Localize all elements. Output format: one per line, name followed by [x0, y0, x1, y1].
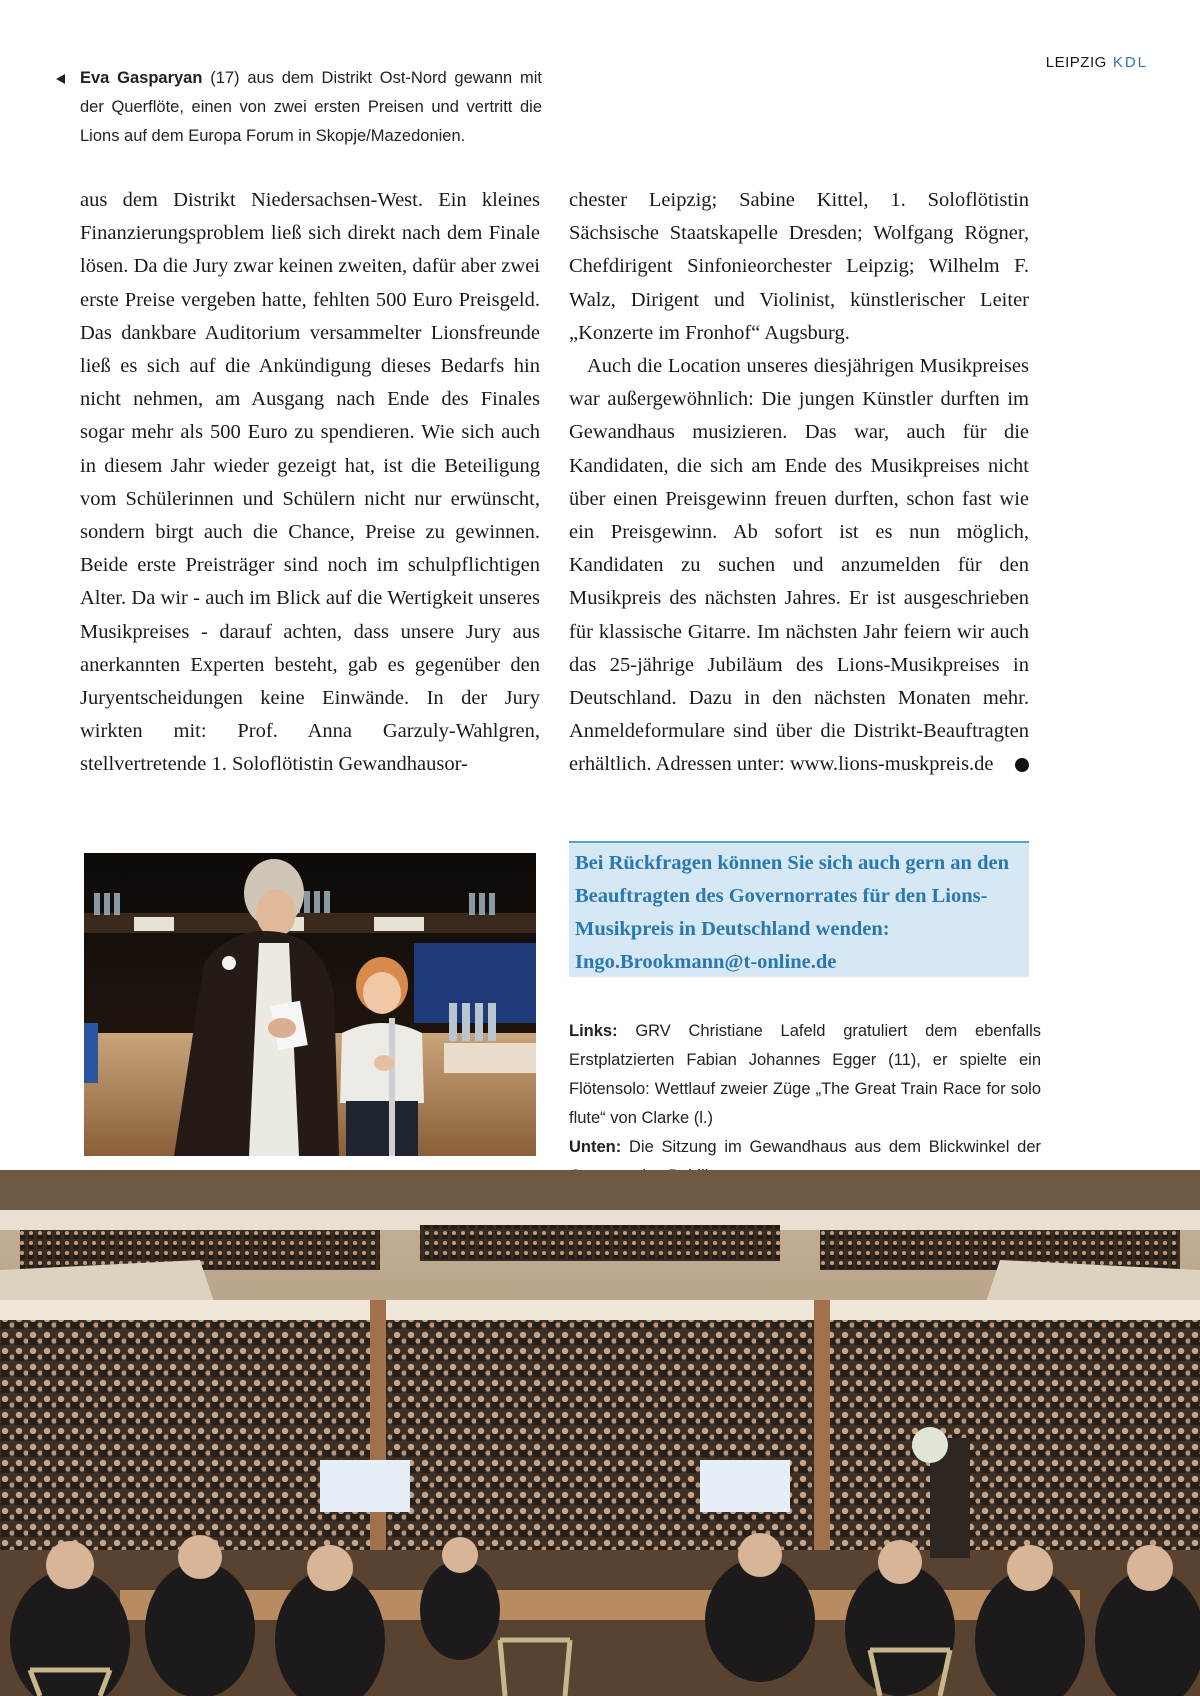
contact-info-text: Bei Rückfragen können Sie sich auch gern an den Beauftragten des Governorrates für den Lions-Musikpreis in Deutschland wenden: Ingo.Brookmann@t-online.de	[575, 852, 1009, 973]
caption-unten-label: Unten:	[569, 1138, 622, 1156]
caption-arrow-icon	[56, 74, 65, 84]
running-header	[1046, 54, 1148, 71]
photo-award-ceremony	[84, 853, 536, 1156]
section-label: LEIPZIG	[1045, 54, 1107, 71]
article-paragraph: aus dem Distrikt Niedersachsen-West. Ein kleines Finanzierungsproblem ließ sich direkt nach dem Finale lösen. Da die Jury zwar keinen zweiten, dafür aber zwei erste Preise vergeben hatte, fehlten 500 Euro Preisgeld. Das dankbare Auditorium versammelter Lionsfreunde ließ es sich auf die Ankündigung dieses Bedarfs hin nicht nehmen, am Ausgang nach Ende des Finales sogar mehr als 500 Euro zu spendieren. Wie sich auch in diesem Jahr wieder gezeigt hat, ist die Beteiligung vom Schülerinnen und Schülern nicht nur erwünscht, sondern birgt auch die Chance, Preise zu gewinnen. Beide erste Preisträger sind noch im schulpflichtigen Alter. Da wir - auch im Blick auf die Wertigkeit unseres Musikpreises - darauf achten, dass unsere Jury aus anerkannten Experten besteht, gab es gegenüber den Juryentscheidungen keine Einwände. In der Jury wirkten mit: Prof. Anna Garzuly-Wahlgren, stellvertretende 1. Soloflötistin Gewandhausor-	[80, 189, 540, 776]
caption-links	[569, 1017, 1041, 1133]
article-paragraph	[569, 350, 1039, 782]
article-paragraph: chester Leipzig; Sabine Kittel, 1. Soloflötistin Sächsische Staatskapelle Dresden; Wolfgang Rögner, Chefdirigent Sinfonieorchester Leipzig; Wilhelm F. Walz, Dirigent und Violinist, künstlerischer Leiter „Konzerte im Fronhof“ Augsburg.	[569, 189, 1029, 344]
photo-gewandhaus-hall	[0, 1170, 1200, 1696]
article-column-left	[80, 184, 540, 782]
caption-text: (17) aus dem Distrikt Ost-Nord gewann mit der Querflöte, einen von zwei ersten Preisen und vertritt die Lions auf dem Europa Forum in Skopje/Mazedonien.	[80, 69, 542, 145]
lions-end-mark-icon: L	[1015, 758, 1029, 772]
top-photo-caption	[80, 64, 542, 151]
caption-links-text: GRV Christiane Lafeld gratuliert dem ebenfalls Erstplatzierten Fabian Johannes Egger (11), er spielte ein Flötensolo: Wettlauf zweier Züge „The Great Train Race for solo flute“ von Clarke (l.)	[569, 1022, 1041, 1127]
caption-person-name: Eva Gasparyan	[80, 69, 203, 87]
contact-info-box	[569, 841, 1029, 977]
publication-label: KDL	[1112, 54, 1148, 71]
article-paragraph-text: Auch die Location unseres diesjährigen Musikpreises war außergewöhnlich: Die jungen Künstler durften im Gewandhaus musizieren. Das war, auch für die Kandidaten, die sich am Ende des Musikpreises nicht über einen Preisgewinn freuen durften, schon fast wie ein Preisgewinn. Ab sofort ist es nun möglich, Kandidaten zu suchen und anzumelden für den Musikpreis des nächsten Jahres. Er ist ausgeschrieben für klassische Gitarre. Im nächsten Jahr feiern wir auch das 25-jährige Jubiläum des Lions-Musikpreises in Deutschland. Dazu in den nächsten Monaten mehr. Anmeldeformulare sind über die Distrikt-Beauftragten erhältlich. Adressen unter: www.lions-muskpreis.de	[569, 355, 1029, 776]
caption-unten-text: Die Sitzung im Gewandhaus aus dem Blickwinkel der	[629, 1138, 1041, 1156]
award-photo-illustration	[84, 853, 536, 1156]
photo-captions	[569, 1017, 1041, 1191]
hall-photo-illustration	[0, 1170, 1200, 1696]
caption-links-label: Links:	[569, 1022, 618, 1040]
article-column-right	[569, 184, 1039, 782]
